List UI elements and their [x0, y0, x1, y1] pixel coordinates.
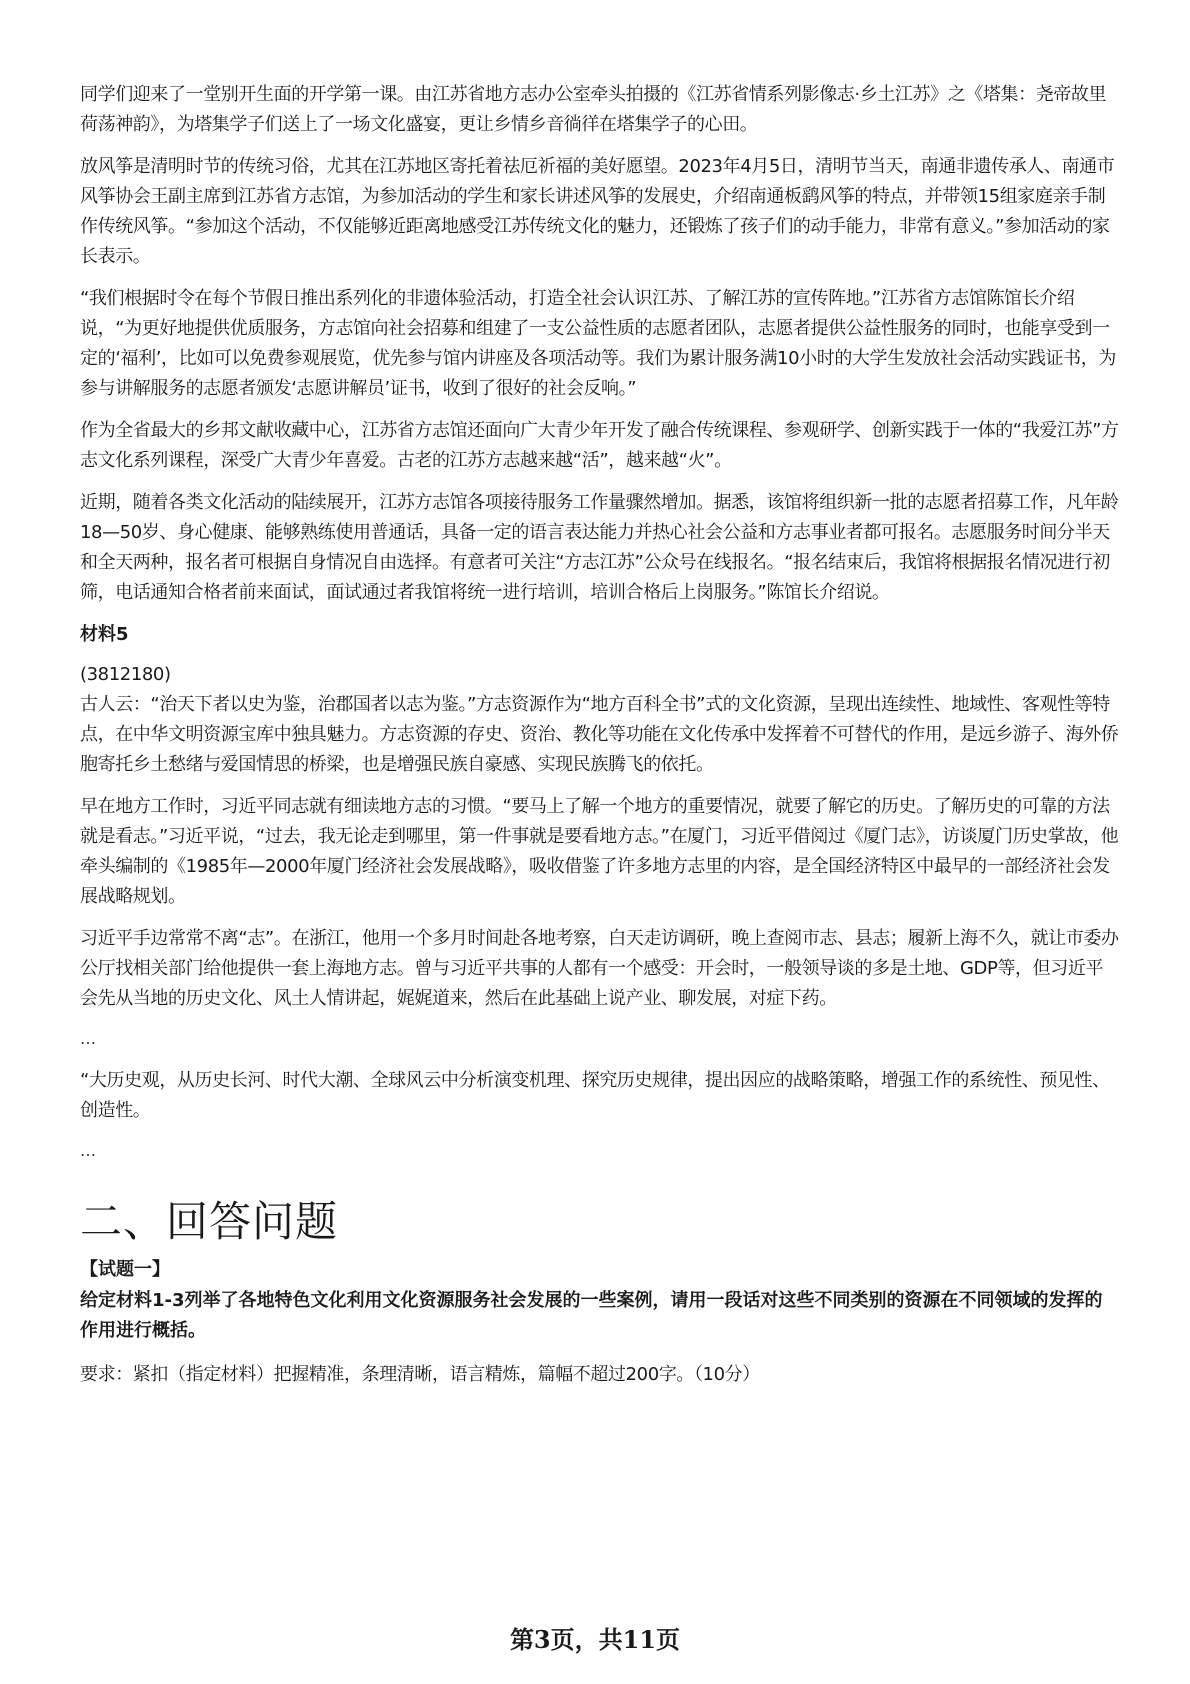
question-label: 【试题一】: [80, 1259, 170, 1280]
paragraph: 同学们迎来了一堂别开生面的开学第一课。由江苏省地方志办公室牵头拍摄的《江苏省情系列影像志·乡土江苏》之《塔集：尧帝故里荷荡神韵》，为塔集学子们送上了一场文化盛宴，更让乡情乡音徜徉在塔集学子的心田。: [80, 84, 1107, 135]
document-page: [80, 80, 1120, 1390]
ellipsis: …: [80, 1141, 96, 1160]
requirement-text: 要求：紧扣（指定材料）把握精准，条理清晰，语言精炼，篇幅不超过200字。（10分）: [80, 1364, 760, 1385]
paragraph: 放风筝是清明时节的传统习俗，尤其在江苏地区寄托着祛厄祈福的美好愿望。2023年4月5日，清明节当天，南通非遗传承人、南通市风筝协会王副主席到江苏省方志馆，为参加活动的学生和家长讲述风筝的发展史，介绍南通板鹞风筝的特点，并带领15组家庭亲手制作传统风筝。“参加这个活动，不仅能够近距离地感受江苏传统文化的魅力，还锻炼了孩子们的动手能力，非常有意义。”参加活动的家长表示。: [80, 156, 1115, 267]
paragraph: 早在地方工作时，习近平同志就有细读地方志的习惯。“要马上了解一个地方的重要情况，就要了解它的历史。了解历史的可靠的方法就是看志。”习近平说，“过去，我无论走到哪里，第一件事就是要看地方志。”在厦门，习近平借阅过《厦门志》，访谈厦门历史掌故，他牵头编制的《1985年—2000年厦门经济社会发展战略》，吸收借鉴了许多地方志里的内容，是全国经济特区中最早的一部经济社会发展战略规划。: [80, 796, 1119, 907]
section-title: 二、回答问题: [80, 1197, 339, 1246]
ellipsis: …: [80, 1029, 96, 1048]
paragraph: “我们根据时令在每个节假日推出系列化的非遗体验活动，打造全社会认识江苏、了解江苏的宣传阵地。”江苏省方志馆陈馆长介绍说，“为更好地提供优质服务，方志馆向社会招募和组建了一支公益性质的志愿者团队，志愿者提供公益性服务的同时，也能享受到一定的‘福利’，比如可以免费参观展览，优先参与馆内讲座及各项活动等。我们为累计服务满10小时的大学生发放社会活动实践证书，为参与讲解服务的志愿者颁发‘志愿讲解员’证书，收到了很好的社会反响。”: [80, 288, 1116, 399]
quote-paragraph: “大历史观，从历史长河、时代大潮、全球风云中分析演变机理、探究历史规律，提出因应的战略策略，增强工作的系统性、预见性、创造性。: [80, 1070, 1110, 1121]
paragraph: 习近平手边常常不离“志”。在浙江，他用一个多月时间赴各地考察，白天走访调研，晚上查阅市志、县志；履新上海不久，就让市委办公厅找相关部门给他提供一套上海地方志。曾与习近平共事的人都有一个感受：开会时，一般领导谈的多是土地、GDP等，但习近平会先从当地的历史文化、风土人情讲起，娓娓道来，然后在此基础上说产业、聊发展，对症下药。: [80, 928, 1119, 1009]
question-text: 给定材料1-3列举了各地特色文化利用文化资源服务社会发展的一些案例，请用一段话对这些不同类别的资源在不同领域的发挥的作用进行概括。: [80, 1290, 1103, 1341]
material-code: (3812180): [80, 664, 171, 685]
material5-title: 材料5: [80, 624, 129, 645]
page-number: 第3页，共11页: [509, 1625, 681, 1654]
paragraph: 作为全省最大的乡邦文献收藏中心，江苏省方志馆还面向广大青少年开发了融合传统课程、参观研学、创新实践于一体的“我爱江苏”方志文化系列课程，深受广大青少年喜爱。古老的江苏方志越来越“活”，越来越“火”。: [80, 420, 1119, 471]
paragraph: 古人云：“治天下者以史为鉴，治郡国者以志为鉴。”方志资源作为“地方百科全书”式的文化资源，呈现出连续性、地域性、客观性等特点，在中华文明资源宝库中独具魅力。方志资源的存史、资治、教化等功能在文化传承中发挥着不可替代的作用，是远乡游子、海外侨胞寄托乡土愁绪与爱国情思的桥梁，也是增强民族自豪感、实现民族腾飞的依托。: [80, 694, 1119, 775]
paragraph: 近期，随着各类文化活动的陆续展开，江苏方志馆各项接待服务工作量骤然增加。据悉，该馆将组织新一批的志愿者招募工作，凡年龄18—50岁、身心健康、能够熟练使用普通话，具备一定的语言表达能力并热心社会公益和方志事业者都可报名。志愿服务时间分半天和全天两种，报名者可根据自身情况自由选择。有意者可关注“方志江苏”公众号在线报名。“报名结束后，我馆将根据报名情况进行初筛，电话通知合格者前来面试，面试通过者我馆将统一进行培训，培训合格后上岗服务。”陈馆长介绍说。: [80, 492, 1119, 603]
